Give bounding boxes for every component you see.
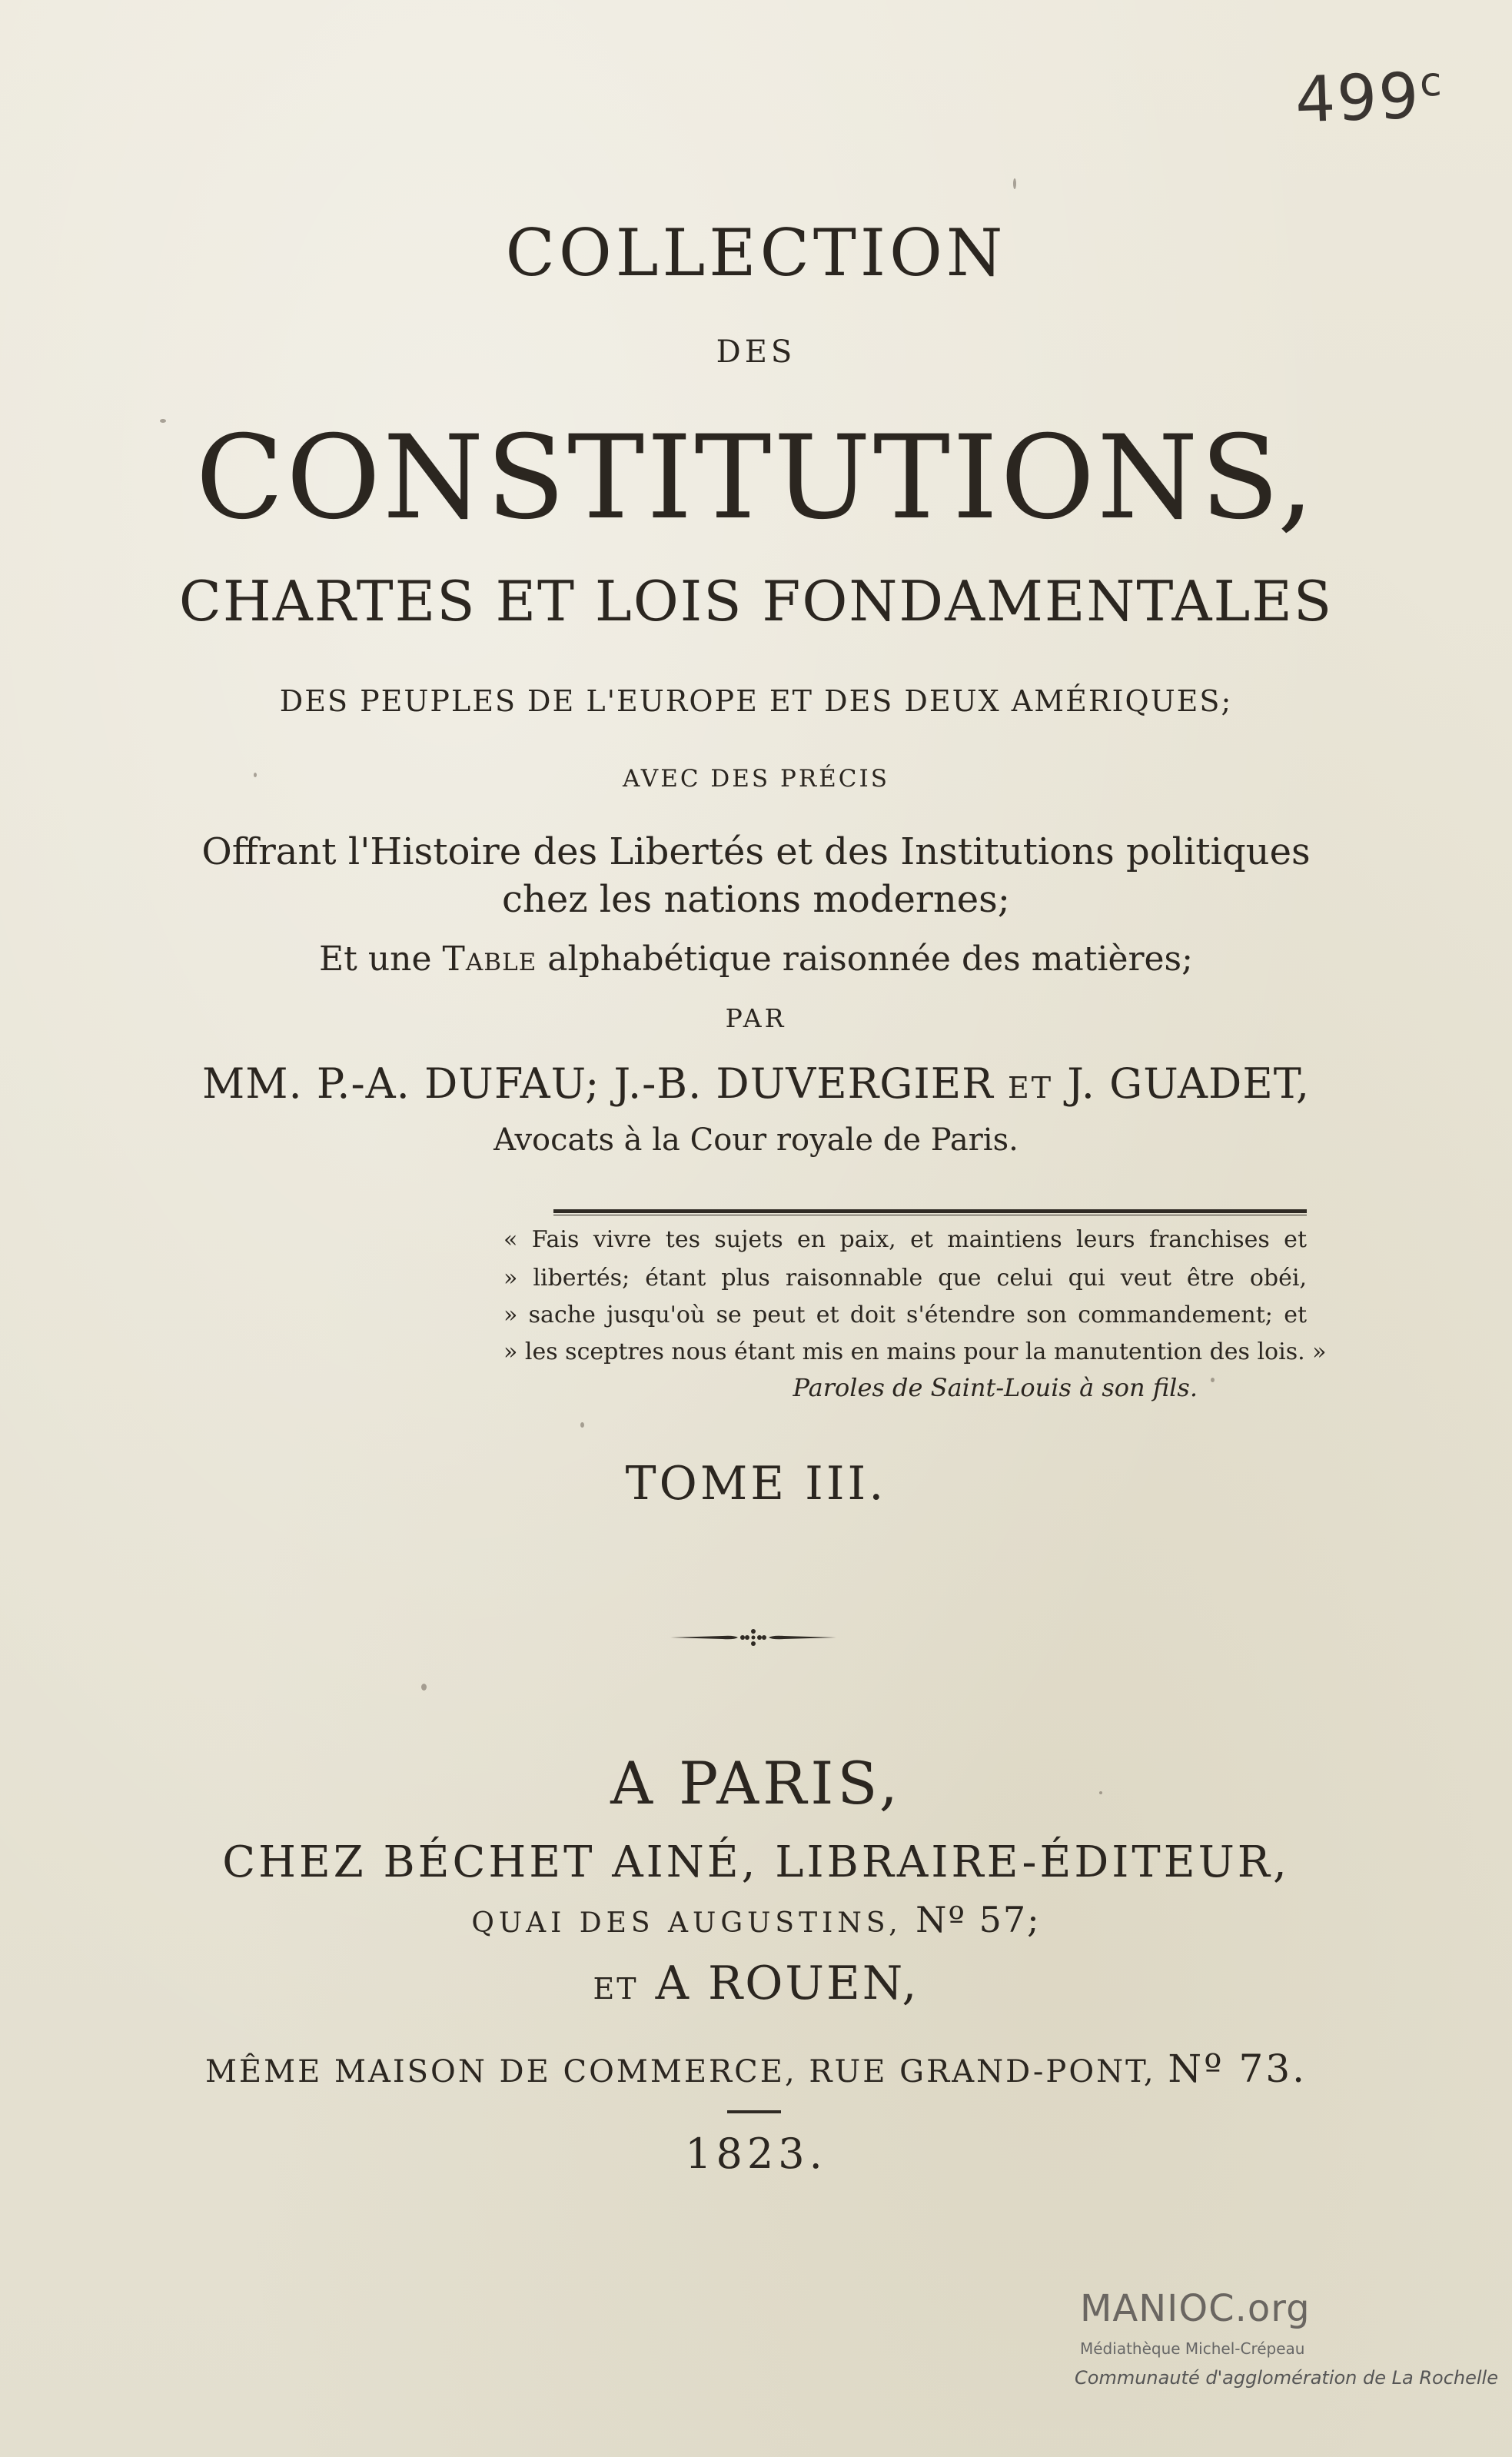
quote-rule [553, 1209, 1307, 1215]
shelf-mark-letter: c [1418, 58, 1444, 106]
authors [0, 1059, 1512, 1108]
quote-line-2: » libertés; étant plus raisonnable que celui qui veut être obéi, [503, 1265, 1307, 1292]
fleuron-ornament [669, 1622, 838, 1653]
imprint-publisher: CHEZ BÉCHET AINÉ, LIBRAIRE-ÉDITEUR, [222, 1837, 1290, 1887]
imprint-address-paris [0, 1899, 1512, 1940]
paper-speck [580, 1422, 584, 1428]
manioc-logo: MANIOC.org [1080, 2287, 1311, 2330]
shelf-mark-number: 499 [1294, 59, 1422, 138]
rouen-et: ET [593, 1972, 639, 2006]
subtitle-table [0, 939, 1512, 979]
authors-profession: Avocats à la Cour royale de Paris. [493, 1122, 1019, 1158]
quote-line-4: » les sceptres nous étant mis en mains pour la manutention des lois. » [503, 1338, 1327, 1365]
by-par: PAR [725, 1003, 787, 1033]
subtitle-offrant-line2: chez les nations modernes; [502, 878, 1010, 921]
quote-attribution: Paroles de Saint-Louis à son fils. [793, 1373, 1198, 1402]
manioc-library: Médiathèque Michel-Crépeau [1080, 2339, 1305, 2358]
subtitle-avec-des-precis: AVEC DES PRÉCIS [622, 765, 890, 793]
title-constitutions: CONSTITUTIONS, [195, 411, 1317, 545]
paper-speck [1211, 1378, 1215, 1382]
imprint-address-rouen [0, 2046, 1512, 2091]
year-rule [727, 2110, 781, 2113]
subtitle-peuples: DES PEUPLES DE L'EUROPE ET DES DEUX AMÉRIQUES; [279, 684, 1233, 718]
meme-text: MÊME MAISON DE COMMERCE, RUE GRAND-PONT, [204, 2054, 1156, 2090]
title-des: DES [716, 334, 796, 370]
paper-speck [421, 1684, 427, 1691]
title-chartes: CHARTES ET LOIS FONDAMENTALES [178, 569, 1334, 633]
authors-et: ET [1008, 1071, 1054, 1105]
volume-number: TOME III. [625, 1457, 887, 1511]
quote-line-3: » sache jusqu'où se peut et doit s'étendre son commandement; et [503, 1302, 1307, 1328]
meme-number: Nº 73. [1168, 2046, 1308, 2091]
authors-part1: MM. P.-A. DUFAU; J.-B. DUVERGIER [201, 1059, 994, 1108]
table-prefix: Et une [319, 939, 432, 979]
authors-part2: J. GUADET, [1067, 1059, 1311, 1108]
handwritten-shelf-mark [1294, 59, 1444, 138]
publication-year: 1823. [685, 2130, 827, 2178]
quote-line-1: « Fais vivre tes sujets en paix, et maintiens leurs franchises et [503, 1226, 1307, 1253]
imprint-city-rouen [0, 1957, 1512, 2010]
quai-number: Nº 57; [916, 1899, 1041, 1940]
rouen-city: A ROUEN, [655, 1957, 919, 2010]
title-collection: COLLECTION [505, 215, 1007, 291]
imprint-city-paris: A PARIS, [610, 1749, 902, 1817]
table-word: Table [442, 939, 537, 979]
manioc-watermark [1075, 2287, 1498, 2389]
paper-speck [1013, 178, 1016, 189]
subtitle-offrant-line1: Offrant l'Histoire des Libertés et des Institutions politiques [201, 830, 1311, 873]
manioc-community: Communauté d'agglomération de La Rochelle [1075, 2367, 1498, 2389]
quai-text: QUAI DES AUGUSTINS, [471, 1907, 902, 1939]
table-suffix: alphabétique raisonnée des matières; [547, 939, 1193, 979]
